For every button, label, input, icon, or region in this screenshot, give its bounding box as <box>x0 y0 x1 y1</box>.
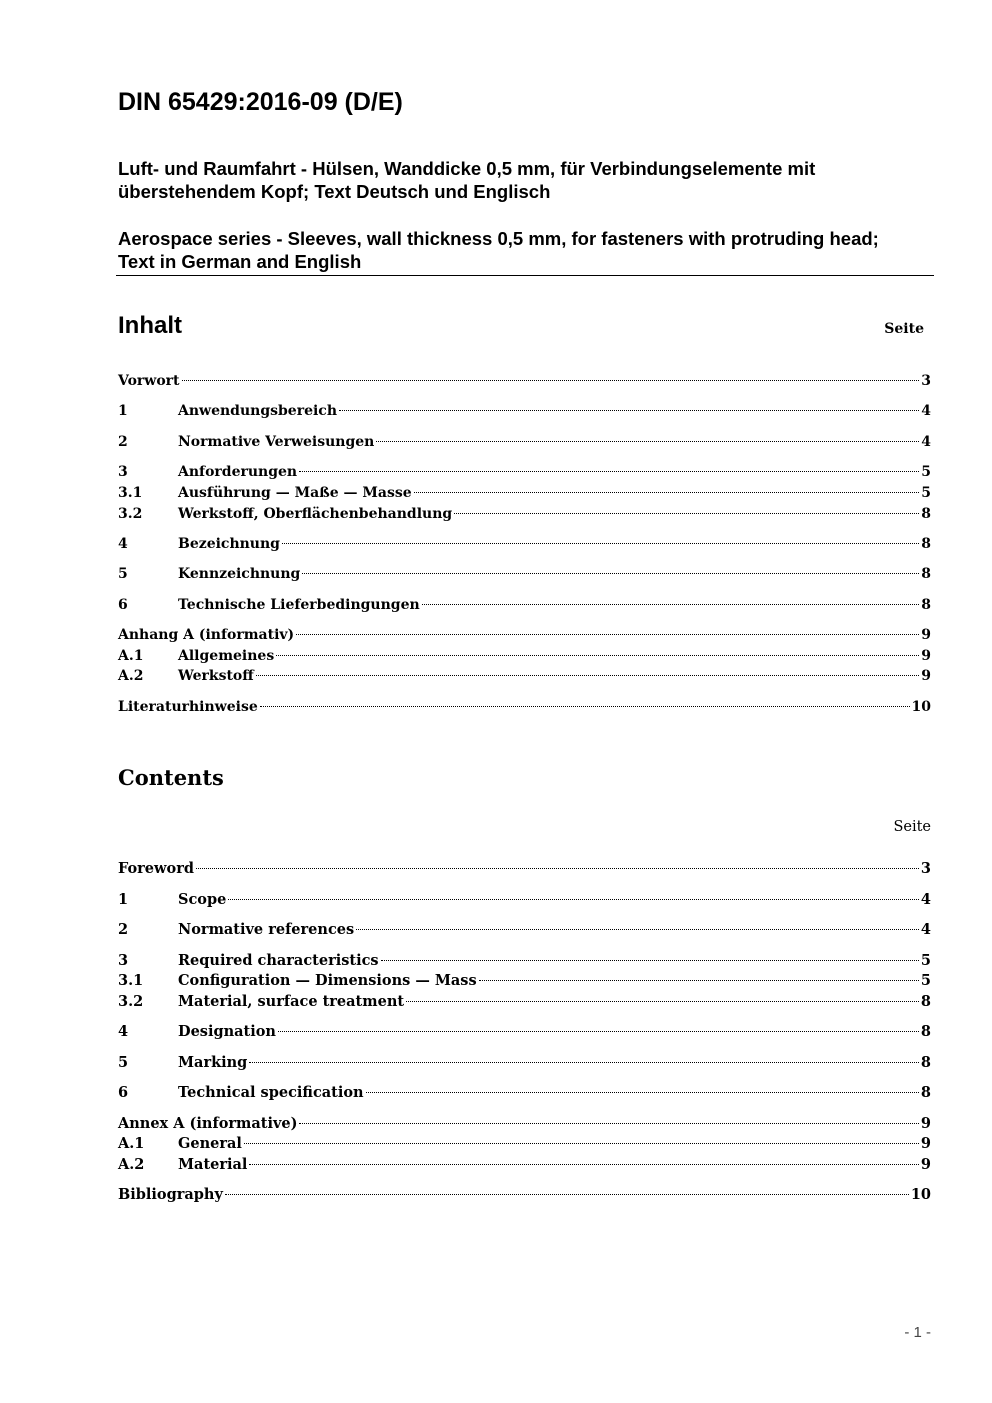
toc-entry[interactable] <box>118 534 931 554</box>
toc-entry-page: 8 <box>920 1054 931 1071</box>
toc-dot-leader <box>282 542 919 544</box>
toc-entry-page: 9 <box>921 627 931 643</box>
title-german: Luft- und Raumfahrt - Hülsen, Wanddicke 0,5 mm, für Verbindungselemente mit überstehendem Kopf; Text Deutsch und Englisch <box>118 158 816 202</box>
toc-entry-page: 9 <box>921 648 931 664</box>
toc-entry[interactable] <box>118 890 931 910</box>
toc-entry[interactable] <box>118 625 931 645</box>
toc-entry[interactable] <box>118 504 931 524</box>
toc-entry-number: 6 <box>118 1084 129 1101</box>
toc-dot-leader <box>249 1061 919 1063</box>
toc-entry-page: 8 <box>920 1084 931 1101</box>
toc-entry-number: 3.2 <box>118 506 143 522</box>
toc-dot-leader <box>276 654 919 656</box>
toc-entry-number: 1 <box>118 891 129 908</box>
toc-dot-leader <box>196 867 919 869</box>
toc-entry-number: 3 <box>118 464 128 480</box>
toc-entry-page: 8 <box>920 993 931 1010</box>
toc-entry-title: Kennzeichnung <box>178 566 301 582</box>
toc-entry-title: Normative Verweisungen <box>178 434 375 450</box>
toc-entry-page: 4 <box>921 403 931 419</box>
toc-entry-page: 4 <box>920 891 931 908</box>
toc-entry-number: A.2 <box>118 668 144 684</box>
toc-entry-page: 4 <box>920 921 931 938</box>
toc-dot-leader <box>381 959 919 961</box>
toc-dot-leader <box>376 440 919 442</box>
toc-heading-english: Contents <box>118 765 224 790</box>
toc-dot-leader <box>228 898 919 900</box>
toc-entry[interactable] <box>118 697 931 717</box>
toc-entry-title: Scope <box>178 891 227 908</box>
toc-entry-title: General <box>178 1135 242 1152</box>
toc-dot-leader <box>182 379 920 381</box>
toc-dot-leader <box>454 512 919 514</box>
toc-dot-leader <box>296 633 919 635</box>
toc-entry-title: Literaturhinweise <box>118 699 258 715</box>
toc-heading-german: Inhalt <box>118 312 182 339</box>
toc-entry-page: 9 <box>920 1115 931 1132</box>
toc-entry-number: 5 <box>118 566 128 582</box>
toc-dot-leader <box>366 1091 919 1093</box>
toc-entry-title: Bibliography <box>118 1186 223 1203</box>
header-divider <box>116 275 934 276</box>
toc-entry-title: Technische Lieferbedingungen <box>178 597 420 613</box>
toc-entry[interactable] <box>118 992 931 1012</box>
toc-entry-title: Designation <box>178 1023 276 1040</box>
toc-dot-leader <box>356 928 919 930</box>
toc-dot-leader <box>339 409 919 411</box>
toc-entry-page: 8 <box>920 1023 931 1040</box>
toc-entry-page: 9 <box>920 1156 931 1173</box>
toc-entry-page: 10 <box>910 1186 931 1203</box>
toc-entry[interactable] <box>118 1083 931 1103</box>
toc-entry-title: Bezeichnung <box>178 536 280 552</box>
toc-entry-title: Technical specification <box>178 1084 364 1101</box>
toc-entry-number: 4 <box>118 1023 129 1040</box>
toc-entry-number: 4 <box>118 536 128 552</box>
toc-entry-title: Anwendungsbereich <box>178 403 337 419</box>
toc-dot-leader <box>244 1142 919 1144</box>
toc-entry-page: 10 <box>911 699 931 715</box>
toc-entry-page: 3 <box>921 373 931 389</box>
toc-dot-leader <box>302 572 919 574</box>
toc-entry-page: 8 <box>921 597 931 613</box>
toc-entry[interactable] <box>118 971 931 991</box>
toc-entry-page: 9 <box>921 668 931 684</box>
toc-entry-title: Material, surface treatment <box>178 993 405 1010</box>
toc-entry-title: Anhang A (informativ) <box>118 627 295 643</box>
toc-entry-page: 8 <box>921 506 931 522</box>
toc-entry-page: 3 <box>920 860 931 877</box>
toc-entry[interactable] <box>118 401 931 421</box>
toc-dot-leader <box>406 1000 919 1002</box>
toc-entry-title: Required characteristics <box>178 952 379 969</box>
toc-entry-title: Configuration — Dimensions — Mass <box>178 972 477 989</box>
document-id: DIN 65429:2016-09 (D/E) <box>118 88 403 116</box>
toc-entry[interactable] <box>118 1155 931 1175</box>
toc-dot-leader <box>260 705 910 707</box>
toc-entry-page: 8 <box>921 536 931 552</box>
toc-dot-leader <box>299 470 919 472</box>
toc-entry-number: 2 <box>118 434 128 450</box>
toc-entry-page: 8 <box>921 566 931 582</box>
toc-entry[interactable] <box>118 646 931 666</box>
toc-entry-title: Werkstoff <box>178 668 254 684</box>
toc-entry-title: Annex A (informative) <box>118 1115 298 1132</box>
toc-dot-leader <box>249 1163 918 1165</box>
page-number: - 1 - <box>904 1324 931 1341</box>
toc-entry-title: Anforderungen <box>178 464 298 480</box>
toc-entry-number: 2 <box>118 921 129 938</box>
toc-entry[interactable] <box>118 595 931 615</box>
toc-dot-leader <box>299 1122 918 1124</box>
toc-entry-title: Marking <box>178 1054 248 1071</box>
toc-entry-number: 3.1 <box>118 485 143 501</box>
toc-entry-number: A.1 <box>118 1135 145 1152</box>
toc-entry-page: 4 <box>921 434 931 450</box>
toc-entry[interactable] <box>118 462 931 482</box>
toc-dot-leader <box>414 491 920 493</box>
toc-entry-title: Foreword <box>118 860 194 877</box>
toc-page-label-english: Seite <box>893 819 931 835</box>
toc-entry[interactable] <box>118 859 931 879</box>
toc-page-label-german: Seite <box>884 321 924 337</box>
toc-entry-title: Vorwort <box>118 373 180 389</box>
toc-entry[interactable] <box>118 371 931 391</box>
toc-entry-page: 9 <box>920 1135 931 1152</box>
toc-entry-number: 3.2 <box>118 993 144 1010</box>
toc-entry-number: A.1 <box>118 648 144 664</box>
toc-entry[interactable] <box>118 432 931 452</box>
toc-entry-page: 5 <box>920 952 931 969</box>
toc-entry[interactable] <box>118 951 931 971</box>
toc-entry[interactable] <box>118 1114 931 1134</box>
toc-entry-number: 3 <box>118 952 129 969</box>
toc-entry-number: 5 <box>118 1054 129 1071</box>
toc-entry-title: Allgemeines <box>178 648 275 664</box>
toc-entry-page: 5 <box>920 972 931 989</box>
toc-entry-number: 1 <box>118 403 128 419</box>
toc-entry[interactable] <box>118 1053 931 1073</box>
title-english: Aerospace series - Sleeves, wall thickness 0,5 mm, for fasteners with protruding head; Text in German and English <box>118 228 879 272</box>
toc-entry-title: Normative references <box>178 921 355 938</box>
toc-entry[interactable] <box>118 1134 931 1154</box>
toc-entry-page: 5 <box>921 464 931 480</box>
toc-entry[interactable] <box>118 564 931 584</box>
toc-entry[interactable] <box>118 666 931 686</box>
toc-entry-title: Material <box>178 1156 248 1173</box>
toc-dot-leader <box>278 1030 919 1032</box>
toc-entry-title: Ausführung — Maße — Masse <box>178 485 412 501</box>
toc-dot-leader <box>422 603 920 605</box>
toc-entry[interactable] <box>118 1022 931 1042</box>
toc-dot-leader <box>225 1193 909 1195</box>
toc-dot-leader <box>256 674 920 676</box>
toc-entry[interactable] <box>118 920 931 940</box>
toc-entry-title: Werkstoff, Oberflächenbehandlung <box>178 506 453 522</box>
toc-entry-number: A.2 <box>118 1156 145 1173</box>
toc-entry-page: 5 <box>921 485 931 501</box>
toc-entry-number: 3.1 <box>118 972 144 989</box>
toc-entry[interactable] <box>118 1185 931 1205</box>
toc-dot-leader <box>479 979 919 981</box>
toc-entry[interactable] <box>118 483 931 503</box>
toc-entry-number: 6 <box>118 597 128 613</box>
